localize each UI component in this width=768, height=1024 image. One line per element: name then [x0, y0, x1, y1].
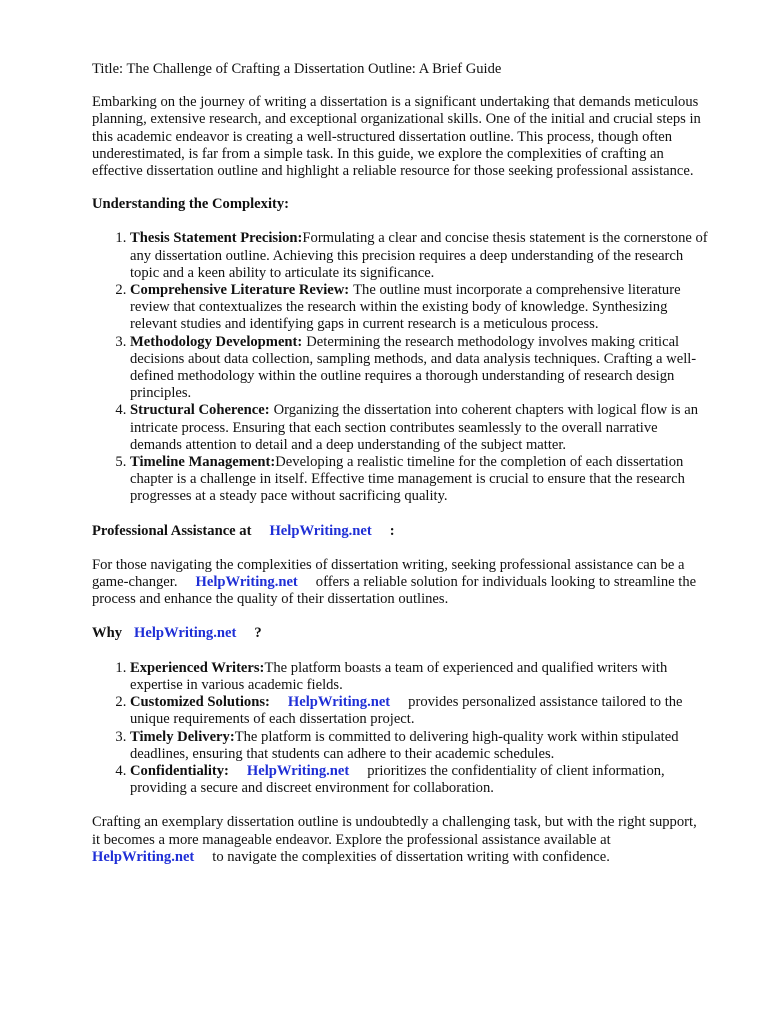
why-list — [92, 660, 708, 798]
list-item-text: The platform boasts a team of experienced and qualified writers with expertise in various academic fields. — [130, 659, 668, 693]
complexity-list — [92, 230, 708, 505]
list-item-term: Confidentiality: — [130, 762, 229, 779]
assistance-heading-prefix: Professional Assistance at — [92, 522, 252, 539]
list-item — [130, 729, 708, 763]
list-item-term: Timeline Management: — [130, 454, 276, 471]
list-item — [130, 660, 708, 694]
helpwriting-link[interactable]: HelpWriting.net — [269, 522, 372, 539]
helpwriting-link[interactable]: HelpWriting.net — [246, 762, 350, 779]
list-item — [130, 402, 708, 454]
list-item-text: provides personalized assistance tailored to the unique requirements of each dissertation project. — [130, 694, 683, 728]
list-item-term: Thesis Statement Precision: — [130, 230, 303, 247]
helpwriting-link[interactable]: HelpWriting.net — [287, 694, 391, 711]
helpwriting-link[interactable]: HelpWriting.net — [195, 574, 298, 591]
assistance-text-after: offers a reliable solution for individuals looking to streamline the process and enhance the quality of their dissertation outlines. — [92, 574, 697, 608]
list-item — [130, 763, 708, 797]
list-item — [130, 334, 708, 403]
list-item-text: The platform is committed to delivering high-quality work within stipulated deadlines, ensuring that students can adhere to their academic schedules. — [130, 728, 679, 762]
helpwriting-link[interactable]: HelpWriting.net — [134, 625, 237, 642]
helpwriting-link[interactable]: HelpWriting.net — [92, 848, 195, 865]
list-item-text: Formulating a clear and concise thesis statement is the cornerstone of any dissertation outline. Achieving this precision requires a deep understanding of the research topic and a keen ability to articulate its significance. — [130, 230, 708, 281]
list-item-term: Timely Delivery: — [130, 728, 235, 745]
list-item-term: Experienced Writers: — [130, 659, 265, 676]
assistance-heading — [92, 523, 708, 540]
intro-paragraph: Embarking on the journey of writing a dissertation is a significant undertaking that demands meticulous planning, extensive research, and exceptional organizational skills. One of the initial and crucial steps in this academic endeavor is creating a well-structured dissertation outline. This process, though often underestimated, is far from a simple task. In this guide, we explore the complexities of crafting an effective dissertation outline and highlight a reliable resource for those seeking professional assistance. — [92, 94, 701, 180]
list-item-text: Developing a realistic timeline for the completion of each dissertation chapter is a challenge in itself. Effective time management is crucial to ensure that the research progresses at a steady pace without sacrificing quality. — [130, 454, 685, 505]
list-item-text: The outline must incorporate a comprehensive literature review that contextualizes the research within the existing body of knowledge. Synthesizing relevant studies and identifying gaps in current research is a meticulous process. — [130, 282, 681, 333]
list-item — [130, 230, 708, 282]
list-item-term: Methodology Development: — [130, 333, 303, 350]
conclusion-text-before: Crafting an exemplary dissertation outline is undoubtedly a challenging task, but with the right support, it becomes a more manageable endeavor. Explore the professional assistance available at — [92, 814, 697, 848]
document-title: Title: The Challenge of Crafting a Dissertation Outline: A Brief Guide — [92, 61, 502, 77]
list-item-text: prioritizes the confidentiality of client information, providing a secure and discreet environment for collaboration. — [130, 762, 665, 797]
why-heading-suffix: ? — [254, 625, 262, 642]
list-item-term: Structural Coherence: — [130, 402, 270, 419]
list-item-text: Determining the research methodology involves making critical decisions about data collection, sampling methods, and data analysis techniques. Crafting a well-defined methodology within the outline requires a thorough understanding of research design principles. — [130, 333, 697, 402]
list-item-term: Customized Solutions: — [130, 694, 270, 711]
list-item-text: Organizing the dissertation into coherent chapters with logical flow is an intricate process. Ensuring that each section contributes seamlessly to the overall narrative demands attention to detail and a deep understanding of the subject matter. — [130, 402, 699, 453]
list-item — [130, 694, 708, 728]
conclusion-paragraph — [92, 814, 708, 866]
assistance-paragraph — [92, 557, 708, 609]
assistance-text-before: For those navigating the complexities of dissertation writing, seeking professional assistance can be a game-changer. — [92, 556, 685, 591]
why-heading-prefix: Why — [92, 625, 123, 642]
list-item — [130, 454, 708, 506]
conclusion-text-after: to navigate the complexities of dissertation writing with confidence. — [212, 848, 610, 865]
complexity-heading: Understanding the Complexity: — [92, 196, 290, 213]
assistance-heading-suffix: : — [389, 522, 395, 539]
why-heading — [92, 625, 708, 642]
list-item-term: Comprehensive Literature Review: — [130, 282, 350, 299]
list-item — [130, 282, 708, 334]
